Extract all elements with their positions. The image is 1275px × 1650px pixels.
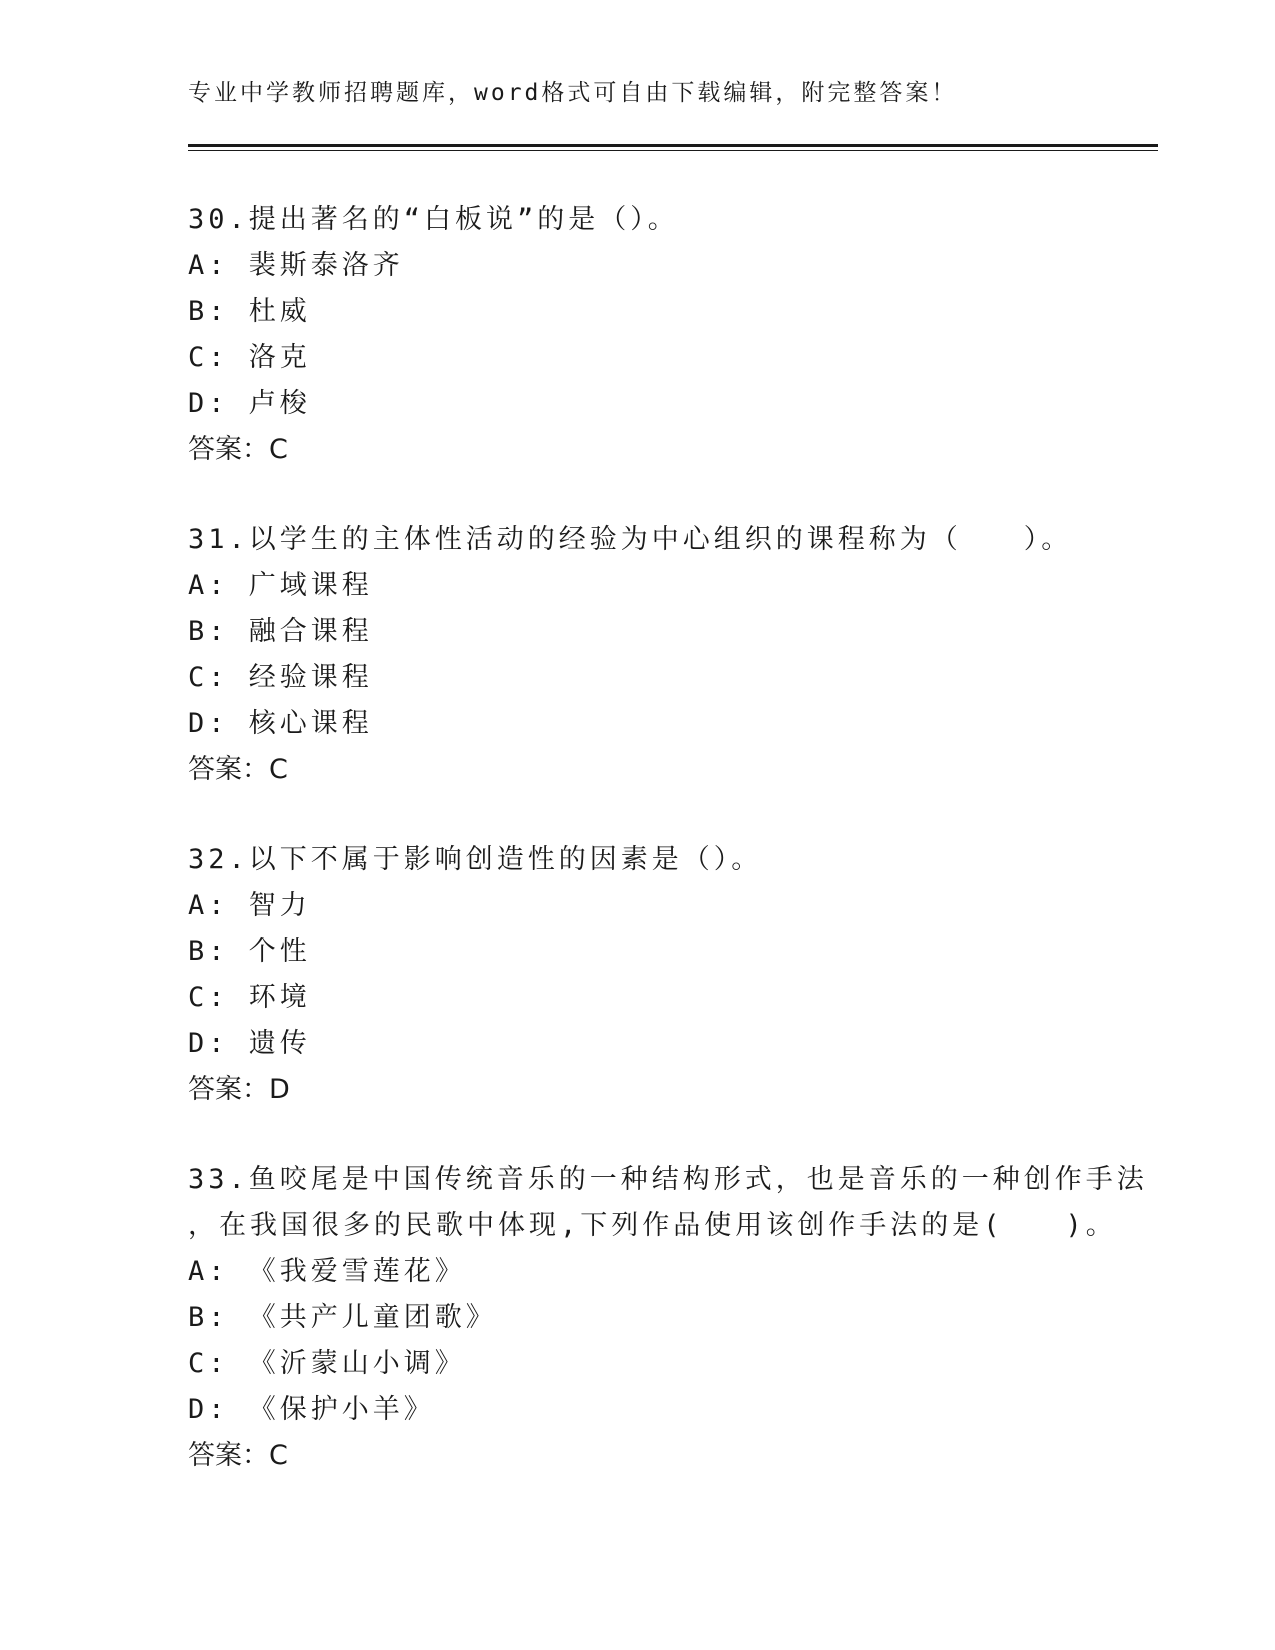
option-d: D: 核心课程 <box>188 708 373 739</box>
option-c: C: 经验课程 <box>188 662 373 693</box>
option-d: D: 《保护小羊》 <box>188 1394 435 1425</box>
question-stem: 33.鱼咬尾是中国传统音乐的一种结构形式，也是音乐的一种创作手法 <box>188 1164 1148 1195</box>
question-stem-continued: ，在我国很多的民歌中体现,下列作品使用该创作手法的是( )。 <box>188 1210 1117 1241</box>
option-c: C: 环境 <box>188 982 311 1013</box>
option-a: A: 裴斯泰洛齐 <box>188 250 404 281</box>
option-d: D: 卢梭 <box>188 388 311 419</box>
option-b: B: 融合课程 <box>188 616 373 647</box>
question-stem: 32.以下不属于影响创造性的因素是（）。 <box>188 844 763 875</box>
answer: 答案：C <box>188 1440 288 1471</box>
option-b: B: 个性 <box>188 936 311 967</box>
question-stem: 30.提出著名的“白板说”的是（）。 <box>188 204 679 235</box>
question-stem: 31.以学生的主体性活动的经验为中心组织的课程称为（ ）。 <box>188 524 1073 555</box>
option-a: A: 《我爱雪莲花》 <box>188 1256 466 1287</box>
answer: 答案：C <box>188 434 288 465</box>
page-header-text: 专业中学教师招聘题库，word格式可自由下载编辑，附完整答案！ <box>188 80 958 106</box>
option-a: A: 智力 <box>188 890 311 921</box>
question-33 <box>188 1157 1148 1479</box>
option-c: C: 《沂蒙山小调》 <box>188 1348 466 1379</box>
option-c: C: 洛克 <box>188 342 311 373</box>
header-rule-thick <box>188 144 1158 147</box>
header-rule-thin <box>188 150 1158 151</box>
option-a: A: 广域课程 <box>188 570 373 601</box>
answer: 答案：D <box>188 1074 290 1105</box>
option-b: B: 《共产儿童团歌》 <box>188 1302 497 1333</box>
option-d: D: 遗传 <box>188 1028 311 1059</box>
question-32 <box>188 837 1088 1113</box>
answer: 答案：C <box>188 754 288 785</box>
question-30 <box>188 197 1088 473</box>
option-b: B: 杜威 <box>188 296 311 327</box>
question-31 <box>188 517 1088 793</box>
